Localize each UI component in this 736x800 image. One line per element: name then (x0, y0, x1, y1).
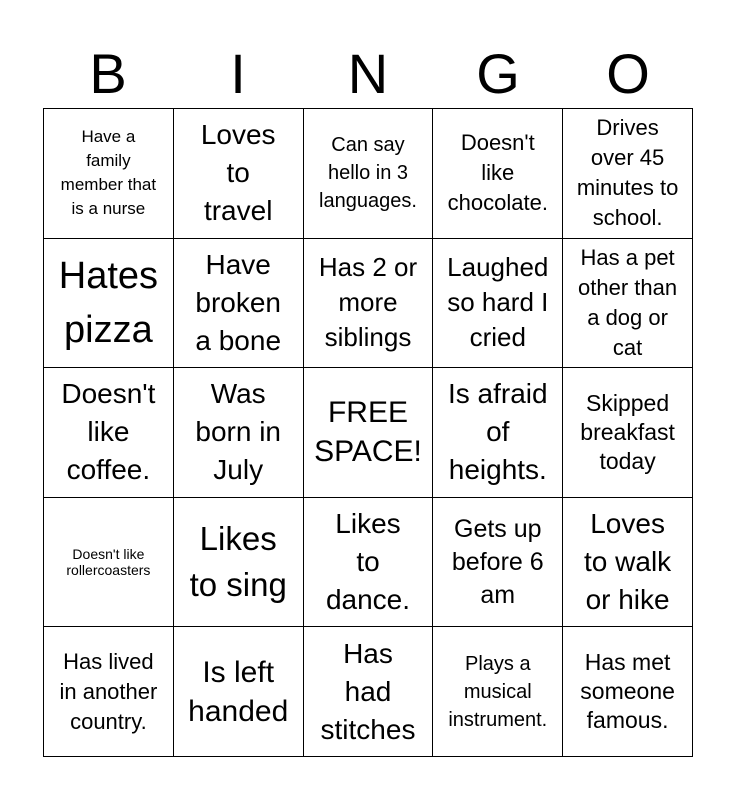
bingo-cell[interactable]: Doesn't like chocolate. (433, 109, 563, 239)
header-letter-n: N (347, 42, 389, 105)
free-space-cell[interactable]: FREE SPACE! (304, 368, 434, 498)
bingo-cell[interactable]: Have broken a bone (174, 239, 304, 369)
bingo-cell[interactable]: Has 2 or more siblings (304, 239, 434, 369)
bingo-cell[interactable]: Plays a musical instrument. (433, 627, 563, 757)
bingo-cell[interactable]: Loves to walk or hike (563, 498, 693, 628)
bingo-cell[interactable]: Has lived in another country. (44, 627, 174, 757)
bingo-cell[interactable]: Has had stitches (304, 627, 434, 757)
bingo-cell[interactable]: Doesn't like coffee. (44, 368, 174, 498)
bingo-cell[interactable]: Can say hello in 3 languages. (304, 109, 434, 239)
header-letter-g: G (476, 42, 520, 105)
bingo-cell[interactable]: Is left handed (174, 627, 304, 757)
bingo-cell[interactable]: Has a pet other than a dog or cat (563, 239, 693, 369)
bingo-cell[interactable]: Hates pizza (44, 239, 174, 369)
bingo-cell[interactable]: Skipped breakfast today (563, 368, 693, 498)
bingo-cell[interactable]: Is afraid of heights. (433, 368, 563, 498)
bingo-cell[interactable]: Laughed so hard I cried (433, 239, 563, 369)
bingo-cell[interactable]: Drives over 45 minutes to school. (563, 109, 693, 239)
bingo-header (43, 40, 693, 108)
header-letter-i: I (230, 42, 246, 105)
bingo-card-grid (43, 108, 693, 757)
bingo-cell[interactable]: Gets up before 6 am (433, 498, 563, 628)
bingo-cell[interactable]: Likes to sing (174, 498, 304, 628)
header-letter-b: B (89, 42, 127, 105)
bingo-cell[interactable]: Have a family member that is a nurse (44, 109, 174, 239)
bingo-cell[interactable]: Loves to travel (174, 109, 304, 239)
bingo-cell[interactable]: Was born in July (174, 368, 304, 498)
bingo-cell[interactable]: Has met someone famous. (563, 627, 693, 757)
header-letter-o: O (606, 42, 650, 105)
bingo-cell[interactable]: Doesn't like rollercoasters (44, 498, 174, 628)
bingo-cell[interactable]: Likes to dance. (304, 498, 434, 628)
